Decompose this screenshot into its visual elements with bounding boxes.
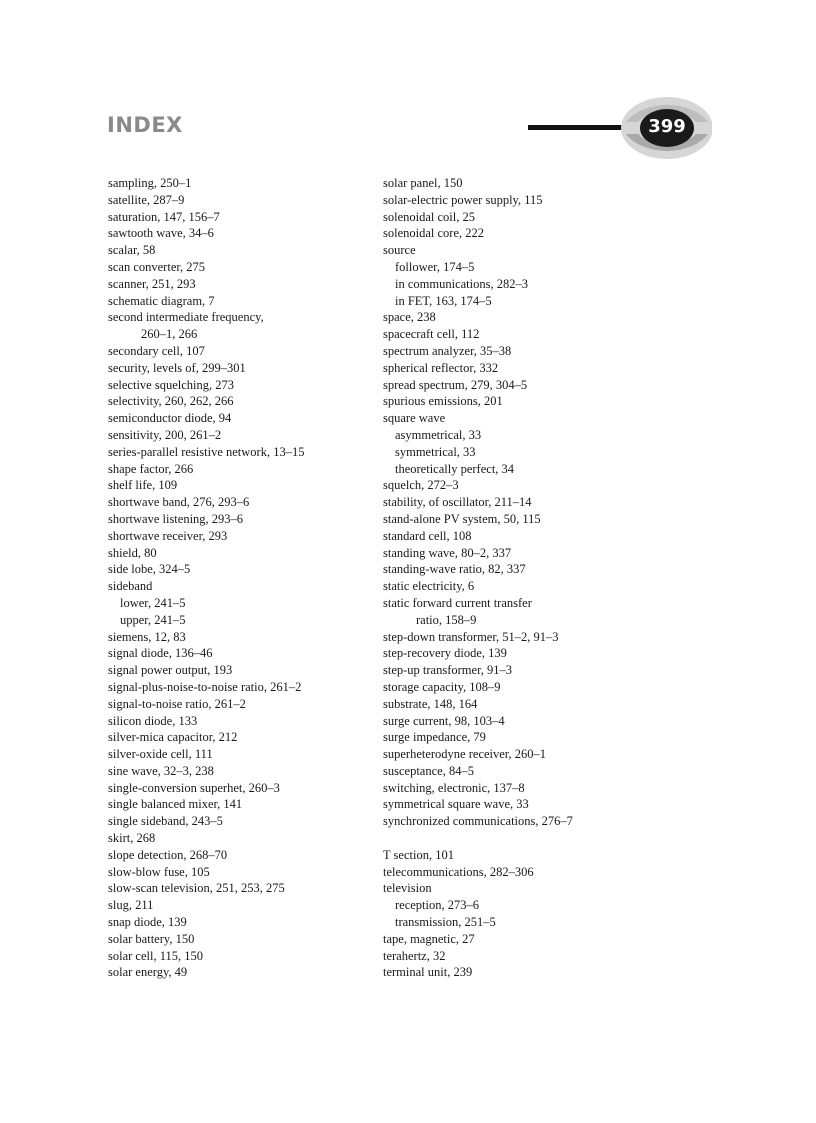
index-entry: solar cell, 115, 150 — [108, 948, 204, 963]
index-entry: slow-scan television, 251, 253, 275 — [108, 881, 285, 896]
index-entry: storage capacity, 108–9 — [383, 679, 501, 694]
index-entry: silver-mica capacitor, 212 — [108, 730, 238, 745]
index-entry: static forward current transfer — [383, 595, 532, 610]
index-entry: spurious emissions, 201 — [383, 394, 503, 409]
index-entry: scanner, 251, 293 — [108, 276, 196, 291]
index-entry: solar energy, 49 — [108, 965, 188, 980]
index-subentry: reception, 273–6 — [395, 898, 480, 913]
index-spacer — [383, 830, 683, 847]
index-entry: stand-alone PV system, 50, 115 — [383, 511, 541, 526]
index-entry: substrate, 148, 164 — [383, 696, 478, 711]
index-entry: slow-blow fuse, 105 — [108, 864, 210, 879]
index-entry: shelf life, 109 — [108, 478, 178, 493]
index-entry: surge current, 98, 103–4 — [383, 713, 505, 728]
index-entry: shortwave receiver, 293 — [108, 528, 228, 543]
index-subentry: symmetrical, 33 — [395, 444, 476, 459]
index-column-right — [383, 175, 683, 981]
index-entry: television — [383, 881, 432, 896]
index-entry: shape factor, 266 — [108, 461, 194, 476]
index-entry: security, levels of, 299–301 — [108, 360, 246, 375]
index-entry: selectivity, 260, 262, 266 — [108, 394, 234, 409]
index-entry: susceptance, 84–5 — [383, 763, 474, 778]
index-entry: semiconductor diode, 94 — [108, 411, 232, 426]
index-entry: second intermediate frequency, — [108, 310, 264, 325]
index-entry: selective squelching, 273 — [108, 377, 235, 392]
index-entry: terahertz, 32 — [383, 948, 446, 963]
index-entry: single balanced mixer, 141 — [108, 797, 243, 812]
index-entry: spacecraft cell, 112 — [383, 327, 480, 342]
index-entry: slug, 211 — [108, 898, 154, 913]
index-entry: schematic diagram, 7 — [108, 293, 215, 308]
index-subentry: lower, 241–5 — [120, 595, 186, 610]
index-entry: sideband — [108, 579, 153, 594]
index-entry: signal power output, 193 — [108, 663, 233, 678]
index-entry: shortwave band, 276, 293–6 — [108, 495, 250, 510]
index-entry: squelch, 272–3 — [383, 478, 459, 493]
index-entry: secondary cell, 107 — [108, 343, 205, 358]
index-entry: stability, of oscillator, 211–14 — [383, 495, 532, 510]
index-entry: signal-to-noise ratio, 261–2 — [108, 696, 246, 711]
index-entry: tape, magnetic, 27 — [383, 931, 475, 946]
index-entry: standing-wave ratio, 82, 337 — [383, 562, 526, 577]
index-entry: ratio, 158–9 — [416, 612, 477, 627]
index-subentry: asymmetrical, 33 — [395, 427, 482, 442]
index-subentry: upper, 241–5 — [120, 612, 186, 627]
index-entry: source — [383, 243, 416, 258]
index-entry: siemens, 12, 83 — [108, 629, 186, 644]
index-subentry: theoretically perfect, 34 — [395, 461, 515, 476]
index-entry: superheterodyne receiver, 260–1 — [383, 747, 546, 762]
index-entry: sawtooth wave, 34–6 — [108, 226, 214, 241]
index-entry: static electricity, 6 — [383, 579, 475, 594]
index-entry: spherical reflector, 332 — [383, 360, 499, 375]
index-entry: sensitivity, 200, 261–2 — [108, 427, 222, 442]
index-subentry: in FET, 163, 174–5 — [395, 293, 492, 308]
index-entry: single sideband, 243–5 — [108, 814, 223, 829]
index-column-left — [108, 175, 358, 981]
index-entry: standing wave, 80–2, 337 — [383, 545, 512, 560]
page-header — [0, 0, 816, 170]
index-entry: step-down transformer, 51–2, 91–3 — [383, 629, 559, 644]
index-entry: standard cell, 108 — [383, 528, 472, 543]
index-entry: solar panel, 150 — [383, 176, 463, 190]
index-entry: shortwave listening, 293–6 — [108, 511, 244, 526]
index-subentry: transmission, 251–5 — [395, 915, 496, 930]
index-entry: scan converter, 275 — [108, 259, 206, 274]
index-entry: single-conversion superhet, 260–3 — [108, 780, 280, 795]
index-entry: saturation, 147, 156–7 — [108, 209, 220, 224]
index-entry: square wave — [383, 411, 446, 426]
index-entry: space, 238 — [383, 310, 436, 325]
index-entry: symmetrical square wave, 33 — [383, 797, 529, 812]
index-entry: side lobe, 324–5 — [108, 562, 191, 577]
index-entry: sampling, 250–1 — [108, 176, 192, 190]
index-entry: switching, electronic, 137–8 — [383, 780, 525, 795]
index-subentry: in communications, 282–3 — [395, 276, 528, 291]
index-entry: solenoidal coil, 25 — [383, 209, 475, 224]
index-entry: solar-electric power supply, 115 — [383, 192, 543, 207]
index-entry: sine wave, 32–3, 238 — [108, 763, 214, 778]
index-entry: step-recovery diode, 139 — [383, 646, 507, 661]
index-entry: series-parallel resistive network, 13–15 — [108, 444, 305, 459]
index-entry: solenoidal core, 222 — [383, 226, 485, 241]
index-entry: silicon diode, 133 — [108, 713, 198, 728]
index-subentry: follower, 174–5 — [395, 259, 475, 274]
index-entry: shield, 80 — [108, 545, 157, 560]
index-entry: snap diode, 139 — [108, 915, 187, 930]
index-entry: signal diode, 136–46 — [108, 646, 213, 661]
index-entry: scalar, 58 — [108, 243, 156, 258]
index-entry: step-up transformer, 91–3 — [383, 663, 512, 678]
index-entry: solar battery, 150 — [108, 931, 195, 946]
index-entry: skirt, 268 — [108, 831, 156, 846]
index-entry: synchronized communications, 276–7 — [383, 814, 573, 829]
page-title: INDEX — [107, 113, 183, 137]
index-entry: surge impedance, 79 — [383, 730, 486, 745]
index-entry: silver-oxide cell, 111 — [108, 747, 213, 762]
index-entry: signal-plus-noise-to-noise ratio, 261–2 — [108, 679, 302, 694]
index-entry: slope detection, 268–70 — [108, 847, 228, 862]
page-number: 399 — [648, 116, 686, 137]
index-entry: telecommunications, 282–306 — [383, 864, 534, 879]
index-entry: T section, 101 — [383, 847, 454, 862]
index-entry: satellite, 287–9 — [108, 192, 185, 207]
index-entry: 260–1, 266 — [141, 327, 198, 342]
index-entry: terminal unit, 239 — [383, 965, 473, 980]
index-entry: spread spectrum, 279, 304–5 — [383, 377, 528, 392]
index-entry: spectrum analyzer, 35–38 — [383, 343, 512, 358]
